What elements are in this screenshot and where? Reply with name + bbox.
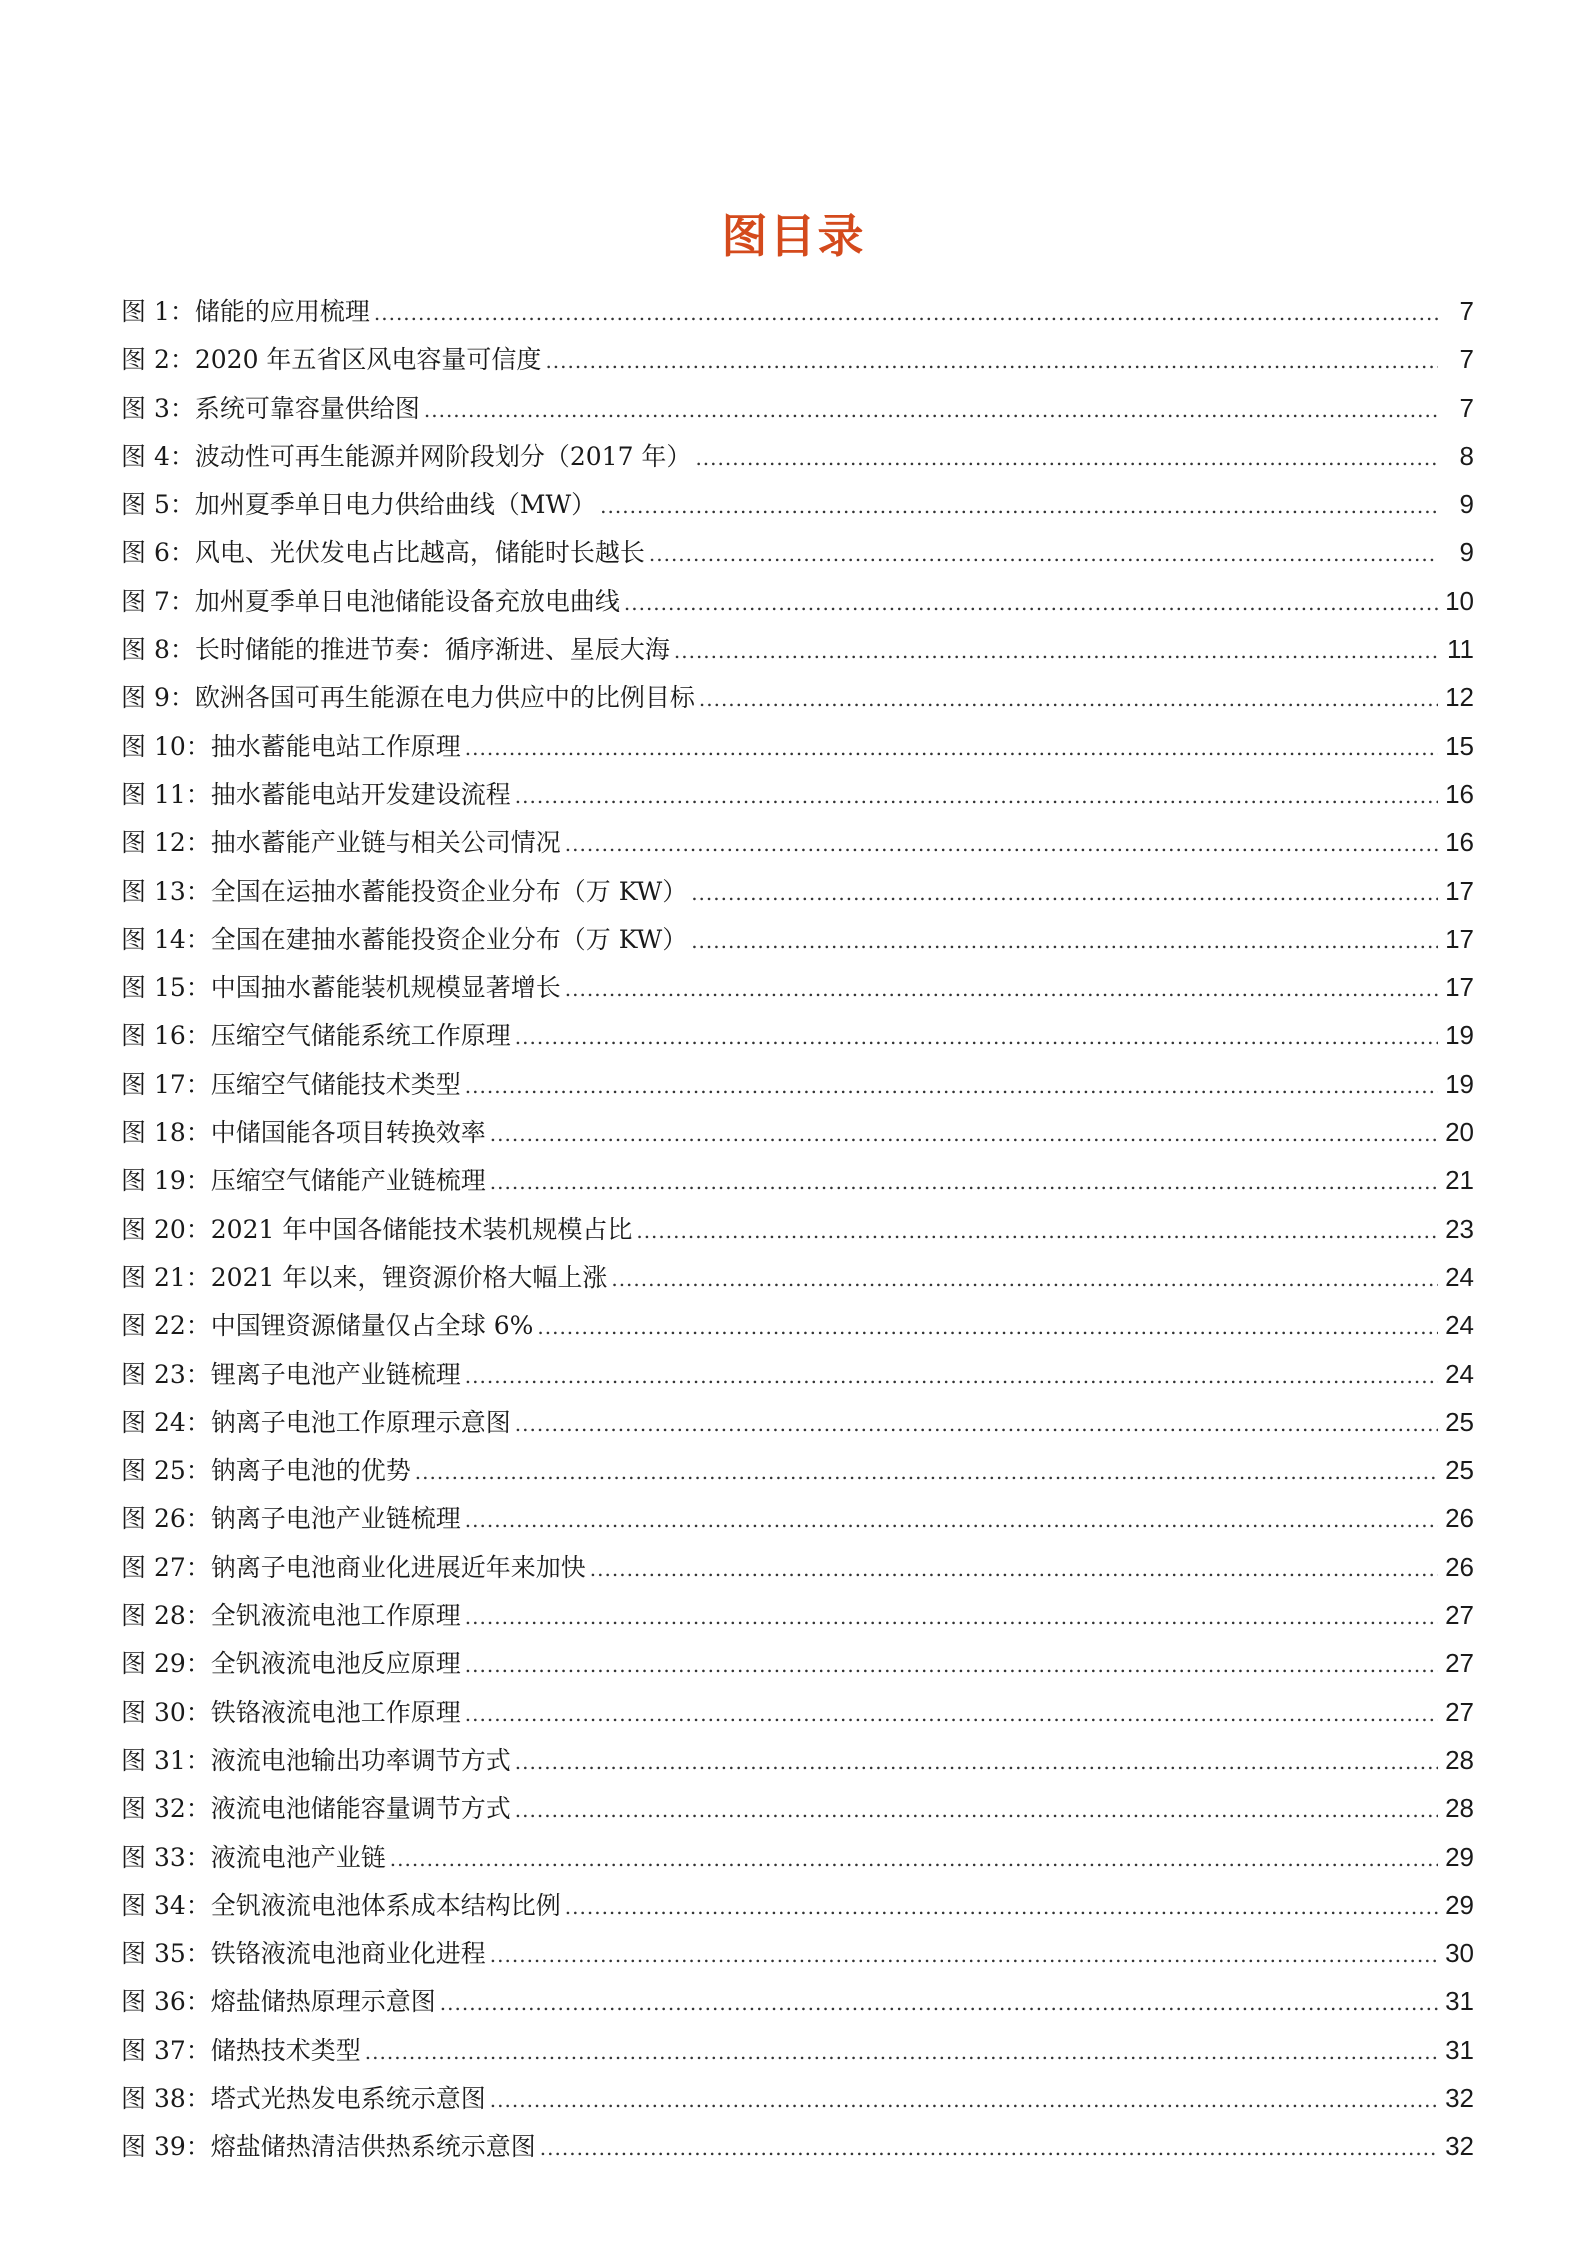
toc-entry[interactable] xyxy=(121,1108,1474,1156)
toc-entry[interactable] xyxy=(121,1060,1474,1108)
toc-dot-leader xyxy=(465,1062,1438,1110)
toc-entry-title: 储热技术类型 xyxy=(210,2035,361,2065)
toc-entry[interactable] xyxy=(121,1156,1474,1204)
toc-dot-leader xyxy=(465,1593,1438,1641)
toc-dot-leader xyxy=(590,1545,1438,1593)
toc-entry-page-number: 7 xyxy=(1459,344,1474,375)
toc-entry[interactable] xyxy=(121,1011,1474,1059)
toc-dot-leader xyxy=(699,675,1438,723)
toc-entry-title: 2021 年以来，锂资源价格大幅上涨 xyxy=(210,1262,608,1292)
toc-entry-title: 锂离子电池产业链梳理 xyxy=(210,1359,461,1389)
toc-entry-page-number: 16 xyxy=(1445,778,1474,809)
toc-entry[interactable] xyxy=(121,480,1474,528)
toc-entry-title: 全国在建抽水蓄能投资企业分布（万 KW） xyxy=(210,924,688,954)
toc-dot-leader xyxy=(624,579,1438,627)
toc-entry[interactable] xyxy=(121,432,1474,480)
toc-dot-leader xyxy=(565,820,1438,868)
toc-entry-page-number: 20 xyxy=(1445,1117,1474,1148)
toc-entry-label: 图 30： xyxy=(121,1697,211,1727)
toc-entry-label: 图 38： xyxy=(121,2083,211,2113)
toc-dot-leader xyxy=(636,1207,1438,1255)
toc-entry-label: 图 1： xyxy=(121,297,195,326)
toc-dot-leader xyxy=(674,627,1438,675)
toc-entry-page-number: 21 xyxy=(1445,1165,1474,1196)
toc-dot-leader xyxy=(515,772,1438,820)
toc-entry-page-number: 24 xyxy=(1445,1358,1474,1389)
page-title: 图目录 xyxy=(721,209,866,263)
toc-entry-page-number: 23 xyxy=(1445,1213,1474,1244)
toc-entry-label: 图 36： xyxy=(121,1987,211,2017)
toc-entry-page-number: 10 xyxy=(1445,585,1474,616)
toc-entry-title: 加州夏季单日电力供给曲线（MW） xyxy=(194,490,597,520)
toc-dot-leader xyxy=(611,1255,1438,1303)
toc-entry-page-number: 17 xyxy=(1445,875,1474,906)
toc-entry[interactable] xyxy=(121,1736,1474,1784)
toc-entry[interactable] xyxy=(121,1205,1474,1253)
toc-entry-title: 全钒液流电池反应原理 xyxy=(210,1649,461,1679)
toc-entry-title: 全钒液流电池工作原理 xyxy=(210,1601,461,1631)
toc-entry-title: 钠离子电池的优势 xyxy=(210,1456,411,1486)
toc-entry-label: 图 19： xyxy=(121,1166,211,1196)
toc-dot-leader xyxy=(490,1158,1438,1206)
toc-entry-title: 全钒液流电池体系成本结构比例 xyxy=(210,1890,561,1920)
toc-entry[interactable] xyxy=(121,625,1474,673)
toc-entry-label: 图 15： xyxy=(121,973,211,1003)
toc-entry-page-number: 24 xyxy=(1445,1261,1474,1292)
toc-entry[interactable] xyxy=(121,1688,1474,1736)
toc-entry-label: 图 22： xyxy=(121,1311,211,1341)
toc-entry-title: 钠离子电池产业链梳理 xyxy=(210,1504,461,1534)
toc-dot-leader xyxy=(545,337,1438,385)
toc-entry-label: 图 18： xyxy=(121,1118,211,1148)
toc-entry-label: 图 7： xyxy=(121,586,195,616)
toc-entry-page-number: 17 xyxy=(1445,972,1474,1003)
toc-entry[interactable] xyxy=(121,1784,1474,1832)
toc-entry-title: 欧洲各国可再生能源在电力供应中的比例目标 xyxy=(194,683,695,713)
toc-entry-page-number: 27 xyxy=(1445,1648,1474,1679)
toc-entry-page-number: 29 xyxy=(1445,1841,1474,1872)
toc-entry-page-number: 11 xyxy=(1447,634,1474,665)
toc-entry-label: 图 34： xyxy=(121,1890,211,1920)
toc-dot-leader xyxy=(565,965,1438,1013)
toc-entry-title: 2020 年五省区风电容量可信度 xyxy=(194,345,542,375)
toc-entry-page-number: 29 xyxy=(1445,1889,1474,1920)
toc-entry-title: 液流电池产业链 xyxy=(210,1842,386,1872)
toc-entry-label: 图 29： xyxy=(121,1649,211,1679)
toc-entry-title: 铁铬液流电池工作原理 xyxy=(210,1697,461,1727)
toc-entry[interactable] xyxy=(121,384,1474,432)
toc-entry[interactable] xyxy=(121,1591,1474,1639)
toc-dot-leader xyxy=(465,724,1438,772)
toc-entry-label: 图 13： xyxy=(121,876,211,906)
toc-entry-title: 中储国能各项目转换效率 xyxy=(210,1118,486,1148)
toc-dot-leader xyxy=(691,917,1438,965)
toc-entry[interactable] xyxy=(121,963,1474,1011)
toc-entry-title: 熔盐储热原理示意图 xyxy=(210,1987,436,2017)
toc-entry[interactable] xyxy=(121,528,1474,576)
toc-entry-label: 图 17： xyxy=(121,1069,211,1099)
toc-entry[interactable] xyxy=(121,818,1474,866)
toc-entry-label: 图 35： xyxy=(121,1939,211,1969)
toc-entry[interactable] xyxy=(121,2074,1474,2122)
toc-entry[interactable] xyxy=(121,1543,1474,1591)
toc-entry[interactable] xyxy=(121,722,1474,770)
toc-entry[interactable] xyxy=(121,1881,1474,1929)
toc-entry-title: 波动性可再生能源并网阶段划分（2017 年） xyxy=(194,441,692,471)
toc-dot-leader xyxy=(424,386,1438,434)
toc-entry-label: 图 24： xyxy=(121,1407,211,1437)
toc-entry-title: 2021 年中国各储能技术装机规模占比 xyxy=(210,1214,633,1244)
toc-entry[interactable] xyxy=(121,1350,1474,1398)
toc-entry-title: 液流电池输出功率调节方式 xyxy=(210,1745,511,1775)
toc-entry-label: 图 20： xyxy=(121,1214,211,1244)
toc-entry-label: 图 23： xyxy=(121,1359,211,1389)
toc-entry-page-number: 26 xyxy=(1445,1503,1474,1534)
toc-entry[interactable] xyxy=(121,1446,1474,1494)
toc-entry-title: 压缩空气储能产业链梳理 xyxy=(210,1166,486,1196)
toc-dot-leader xyxy=(374,289,1438,337)
toc-entry-title: 钠离子电池工作原理示意图 xyxy=(210,1407,511,1437)
toc-entry[interactable] xyxy=(121,1639,1474,1687)
toc-entry-title: 抽水蓄能电站工作原理 xyxy=(210,731,461,761)
toc-entry-label: 图 32： xyxy=(121,1794,211,1824)
toc-entry-title: 钠离子电池商业化进展近年来加快 xyxy=(210,1552,586,1582)
toc-entry-label: 图 31： xyxy=(121,1745,211,1775)
toc-entry-page-number: 17 xyxy=(1445,923,1474,954)
toc-entry-page-number: 9 xyxy=(1459,537,1474,568)
toc-dot-leader xyxy=(490,1931,1438,1979)
toc-entry-label: 图 33： xyxy=(121,1842,211,1872)
toc-entry-title: 塔式光热发电系统示意图 xyxy=(210,2083,486,2113)
toc-dot-leader xyxy=(600,482,1438,530)
toc-entry-page-number: 16 xyxy=(1445,827,1474,858)
toc-entry[interactable] xyxy=(121,577,1474,625)
toc-entry-label: 图 5： xyxy=(121,490,195,520)
toc-entry[interactable] xyxy=(121,2026,1474,2074)
toc-entry-page-number: 31 xyxy=(1445,1986,1474,2017)
toc-entry-page-number: 9 xyxy=(1459,489,1474,520)
toc-entry-page-number: 7 xyxy=(1459,296,1474,326)
toc-entry-title: 中国抽水蓄能装机规模显著增长 xyxy=(210,973,561,1003)
toc-entry[interactable] xyxy=(121,1833,1474,1881)
toc-dot-leader xyxy=(515,1738,1438,1786)
toc-entry-page-number: 32 xyxy=(1445,2131,1474,2162)
toc-entry[interactable] xyxy=(121,1929,1474,1977)
toc-entry-title: 全国在运抽水蓄能投资企业分布（万 KW） xyxy=(210,876,688,906)
toc-dot-leader xyxy=(515,1400,1438,1448)
toc-entry-label: 图 9： xyxy=(121,683,195,713)
toc-entry[interactable] xyxy=(121,867,1474,915)
toc-entry[interactable] xyxy=(121,1301,1474,1349)
toc-entry[interactable] xyxy=(121,335,1474,383)
toc-entry-label: 图 8： xyxy=(121,635,195,665)
toc-entry[interactable] xyxy=(121,1494,1474,1542)
toc-entry-page-number: 25 xyxy=(1445,1455,1474,1486)
toc-entry-label: 图 26： xyxy=(121,1504,211,1534)
toc-dot-leader xyxy=(649,530,1438,578)
toc-entry-label: 图 39： xyxy=(121,2132,211,2162)
toc-entry-label: 图 14： xyxy=(121,924,211,954)
toc-dot-leader xyxy=(515,1786,1438,1834)
toc-entry-label: 图 3： xyxy=(121,393,195,423)
toc-entry-label: 图 28： xyxy=(121,1601,211,1631)
toc-entry[interactable] xyxy=(121,915,1474,963)
toc-entry-label: 图 11： xyxy=(121,779,211,809)
toc-entry-page-number: 27 xyxy=(1445,1696,1474,1727)
toc-dot-leader xyxy=(465,1690,1438,1738)
toc-entry[interactable] xyxy=(121,1253,1474,1301)
toc-entry-page-number: 32 xyxy=(1445,2082,1474,2113)
toc-entry-title: 中国锂资源储量仅占全球 6% xyxy=(210,1311,534,1341)
toc-entry-page-number: 30 xyxy=(1445,1938,1474,1969)
toc-entry-label: 图 6： xyxy=(121,538,195,568)
toc-entry-title: 压缩空气储能技术类型 xyxy=(210,1069,461,1099)
toc-dot-leader xyxy=(537,1303,1438,1351)
toc-dot-leader xyxy=(440,1979,1438,2027)
toc-dot-leader xyxy=(515,1013,1438,1061)
toc-entry-title: 系统可靠容量供给图 xyxy=(194,393,420,423)
toc-dot-leader xyxy=(490,1110,1438,1158)
toc-entry-page-number: 24 xyxy=(1445,1310,1474,1341)
toc-entry-title: 压缩空气储能系统工作原理 xyxy=(210,1021,511,1051)
toc-entry-label: 图 10： xyxy=(121,731,211,761)
toc-dot-leader xyxy=(390,1835,1438,1883)
toc-entry-label: 图 2： xyxy=(121,345,195,375)
toc-entry-label: 图 27： xyxy=(121,1552,211,1582)
toc-entry-page-number: 19 xyxy=(1445,1020,1474,1051)
toc-entry-page-number: 28 xyxy=(1445,1744,1474,1775)
toc-entry-label: 图 4： xyxy=(121,441,195,471)
toc-entry[interactable] xyxy=(121,287,1474,335)
toc-entry[interactable] xyxy=(121,1398,1474,1446)
toc-dot-leader xyxy=(695,434,1438,482)
toc-entry-page-number: 12 xyxy=(1445,682,1474,713)
toc-entry-page-number: 19 xyxy=(1445,1068,1474,1099)
toc-entry-title: 抽水蓄能产业链与相关公司情况 xyxy=(210,828,561,858)
toc-entry-page-number: 7 xyxy=(1459,392,1474,423)
toc-entry[interactable] xyxy=(121,2122,1474,2170)
toc-entry[interactable] xyxy=(121,673,1474,721)
toc-dot-leader xyxy=(540,2124,1438,2172)
toc-entry[interactable] xyxy=(121,770,1474,818)
toc-entry-title: 液流电池储能容量调节方式 xyxy=(210,1794,511,1824)
toc-entry-title: 铁铬液流电池商业化进程 xyxy=(210,1939,486,1969)
toc-entry-label: 图 21： xyxy=(121,1262,211,1292)
toc-entry-page-number: 27 xyxy=(1445,1600,1474,1631)
toc-dot-leader xyxy=(490,2076,1438,2124)
toc-entry-title: 风电、光伏发电占比越高，储能时长越长 xyxy=(194,538,645,568)
toc-dot-leader xyxy=(691,869,1438,917)
toc-dot-leader xyxy=(465,1496,1438,1544)
toc-dot-leader xyxy=(365,2028,1438,2076)
toc-entry-title: 抽水蓄能电站开发建设流程 xyxy=(210,779,511,809)
toc-entry-page-number: 25 xyxy=(1445,1406,1474,1437)
toc-entry-page-number: 8 xyxy=(1459,440,1474,471)
toc-dot-leader xyxy=(565,1883,1438,1931)
toc-entry-label: 图 12： xyxy=(121,828,211,858)
toc-entry-title: 熔盐储热清洁供热系统示意图 xyxy=(210,2132,536,2162)
toc-entry-page-number: 26 xyxy=(1445,1551,1474,1582)
toc-entry-label: 图 25： xyxy=(121,1456,211,1486)
toc-entry-label: 图 16： xyxy=(121,1021,211,1051)
toc-entry-title: 长时储能的推进节奏：循序渐进、星辰大海 xyxy=(194,635,670,665)
toc-dot-leader xyxy=(465,1641,1438,1689)
figure-toc-list xyxy=(121,287,1474,2171)
toc-entry-label: 图 37： xyxy=(121,2035,211,2065)
toc-entry-page-number: 28 xyxy=(1445,1793,1474,1824)
toc-entry[interactable] xyxy=(121,1977,1474,2025)
toc-entry-page-number: 15 xyxy=(1445,730,1474,761)
toc-dot-leader xyxy=(415,1448,1438,1496)
toc-entry-page-number: 31 xyxy=(1445,2034,1474,2065)
toc-dot-leader xyxy=(465,1352,1438,1400)
toc-entry-title: 储能的应用梳理 xyxy=(194,297,370,326)
toc-entry-title: 加州夏季单日电池储能设备充放电曲线 xyxy=(194,586,620,616)
